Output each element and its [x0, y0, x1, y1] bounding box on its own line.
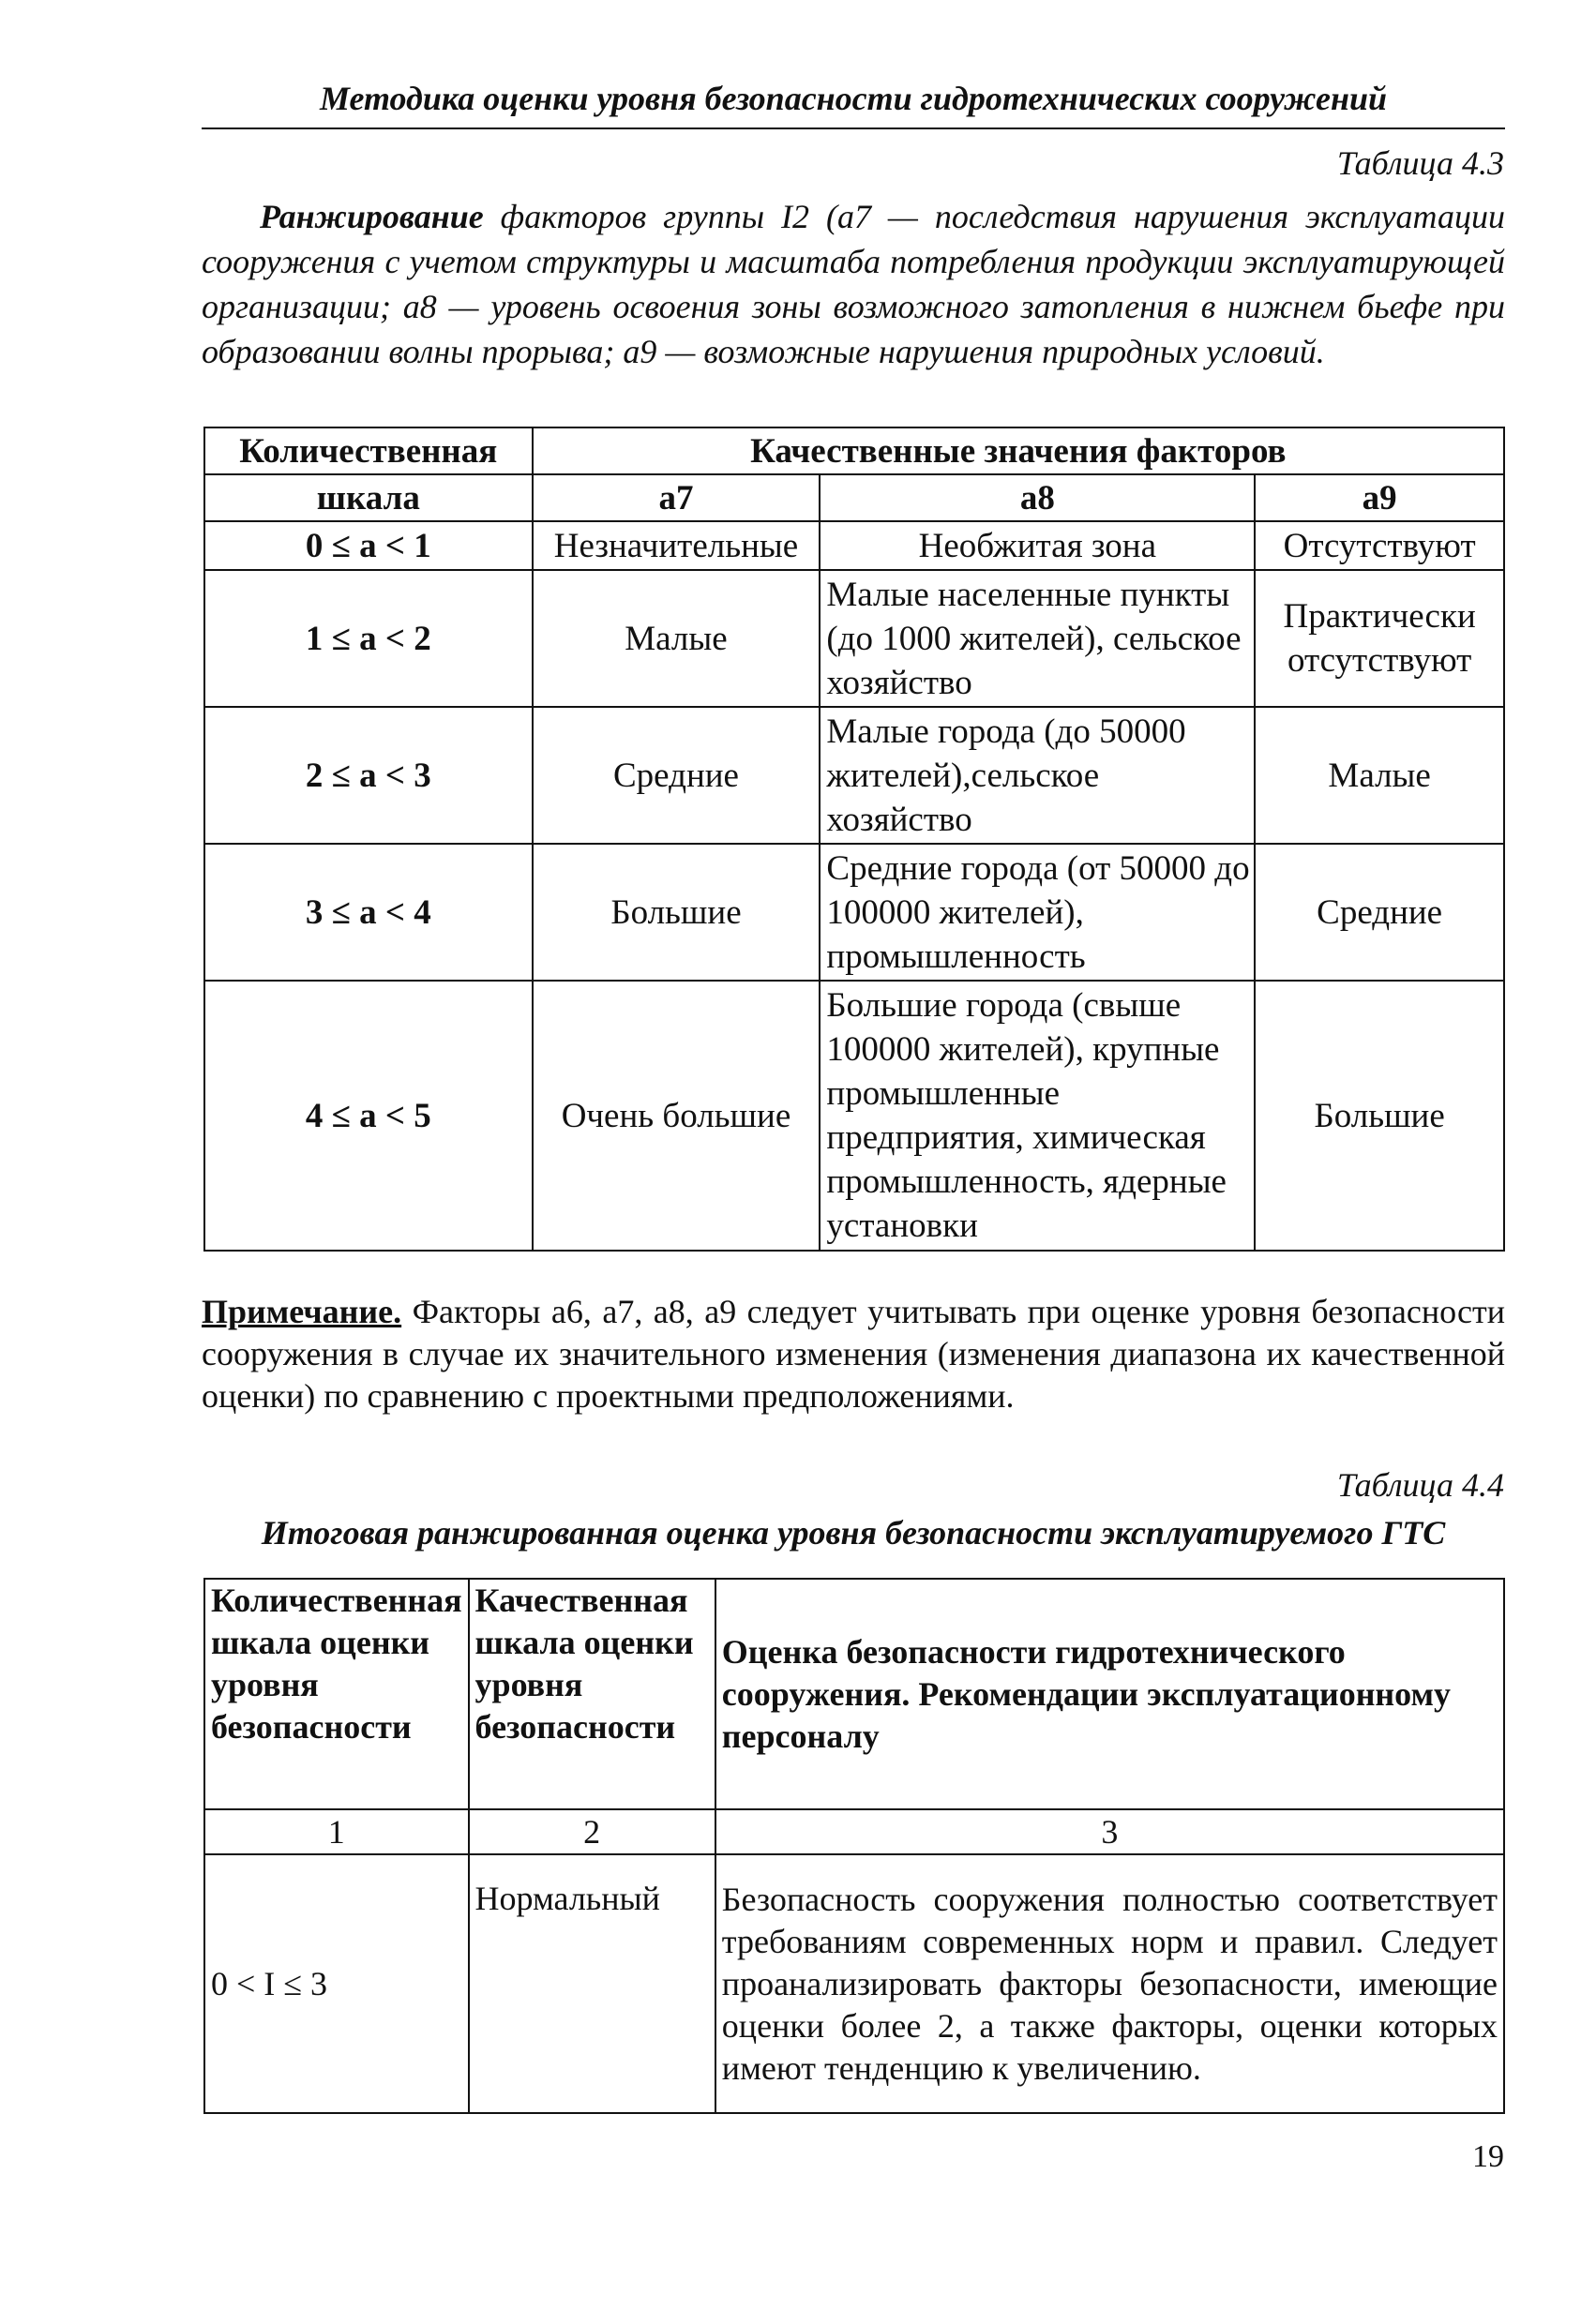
range-cell: 1 ≤ a < 2: [204, 570, 533, 707]
header-scale-top: Количественная: [204, 427, 533, 474]
header-col1: Количественная шкала оценки уровня безопасности: [204, 1579, 469, 1809]
column-number-1: 1: [204, 1809, 469, 1854]
header-scale-bottom: шкала: [204, 474, 533, 521]
table-row: [204, 1854, 1504, 2113]
table-4-3-caption-text: факторов группы I2 (а7 — последствия нарушения эксплуатации сооружения с учетом структуры и масштаба потребления продукции эксплуатирующей организации; а8 — уровень освоения зоны возможного затопления в нижнем бьефе при образовании волны прорыва; а9 — возможные нарушения природных условий.: [202, 198, 1505, 370]
a7-cell: Большие: [533, 844, 821, 981]
a9-cell: Малые: [1255, 707, 1504, 844]
header-a8: а8: [820, 474, 1255, 521]
a7-cell: Незначительные: [533, 521, 821, 570]
a7-cell: Малые: [533, 570, 821, 707]
range-cell: 0 ≤ a < 1: [204, 521, 533, 570]
a8-cell: Малые населенные пункты (до 1000 жителей), сельское хозяйство: [820, 570, 1255, 707]
column-number-2: 2: [469, 1809, 715, 1854]
a8-cell: Малые города (до 50000 жителей),сельское хозяйство: [820, 707, 1255, 844]
a7-cell: Очень большие: [533, 981, 821, 1251]
table-4-3-caption: [202, 194, 1505, 374]
header-col3: Оценка безопасности гидротехнического сооружения. Рекомендации эксплуатационному персоналу: [715, 1579, 1504, 1809]
header-qualitative-values: Качественные значения факторов: [533, 427, 1504, 474]
table-4-4-number: Таблица 4.4: [1336, 1466, 1504, 1504]
table-4-3-caption-lead: Ранжирование: [260, 198, 484, 235]
a9-cell: Большие: [1255, 981, 1504, 1251]
a8-cell: Средние города (от 50000 до 100000 жителей), промышленность: [820, 844, 1255, 981]
note-label: Примечание.: [202, 1293, 402, 1330]
header-a7: а7: [533, 474, 821, 521]
page-number: 19: [1472, 2139, 1504, 2174]
note-paragraph: [202, 1291, 1505, 1417]
table-row: [204, 844, 1504, 981]
a8-cell: Необжитая зона: [820, 521, 1255, 570]
a9-cell: Практически отсутствуют: [1255, 570, 1504, 707]
header-rule: [202, 127, 1505, 129]
note-text: Факторы а6, а7, а8, а9 следует учитывать при оценке уровня безопасности сооружения в случае их значительного изменения (изменения диапазона их качественной оценки) по сравнению с проектными предположениями.: [202, 1293, 1505, 1415]
range-cell: 4 ≤ a < 5: [204, 981, 533, 1251]
a9-cell: Отсутствуют: [1255, 521, 1504, 570]
a7-cell: Средние: [533, 707, 821, 844]
table-row: [204, 570, 1504, 707]
table-row: [204, 707, 1504, 844]
table-4-4-caption: Итоговая ранжированная оценка уровня безопасности эксплуатируемого ГТС: [261, 1514, 1446, 1552]
header-a9: а9: [1255, 474, 1504, 521]
description-cell: Безопасность сооружения полностью соответствует требованиям современных норм и правил. Следует проанализировать факторы безопасности, имеющие оценки более 2, а также факторы, оценки которых имеют тенденцию к увеличению.: [715, 1854, 1504, 2113]
table-4-4: [203, 1578, 1505, 2114]
range-cell: 0 < I ≤ 3: [204, 1854, 469, 2113]
header-col2: Качественная шкала оценки уровня безопасности: [469, 1579, 715, 1809]
a9-cell: Средние: [1255, 844, 1504, 981]
range-cell: 2 ≤ a < 3: [204, 707, 533, 844]
range-cell: 3 ≤ a < 4: [204, 844, 533, 981]
table-4-3-number: Таблица 4.3: [1336, 144, 1504, 182]
running-header: Методика оценки уровня безопасности гидротехнических сооружений: [319, 80, 1388, 117]
table-4-3: [203, 427, 1505, 1252]
table-row: [204, 981, 1504, 1251]
column-number-3: 3: [715, 1809, 1504, 1854]
a8-cell: Большие города (свыше 100000 жителей), крупные промышленные предприятия, химическая промышленность, ядерные установки: [820, 981, 1255, 1251]
table-row: [204, 521, 1504, 570]
level-cell: Нормальный: [469, 1854, 715, 2113]
